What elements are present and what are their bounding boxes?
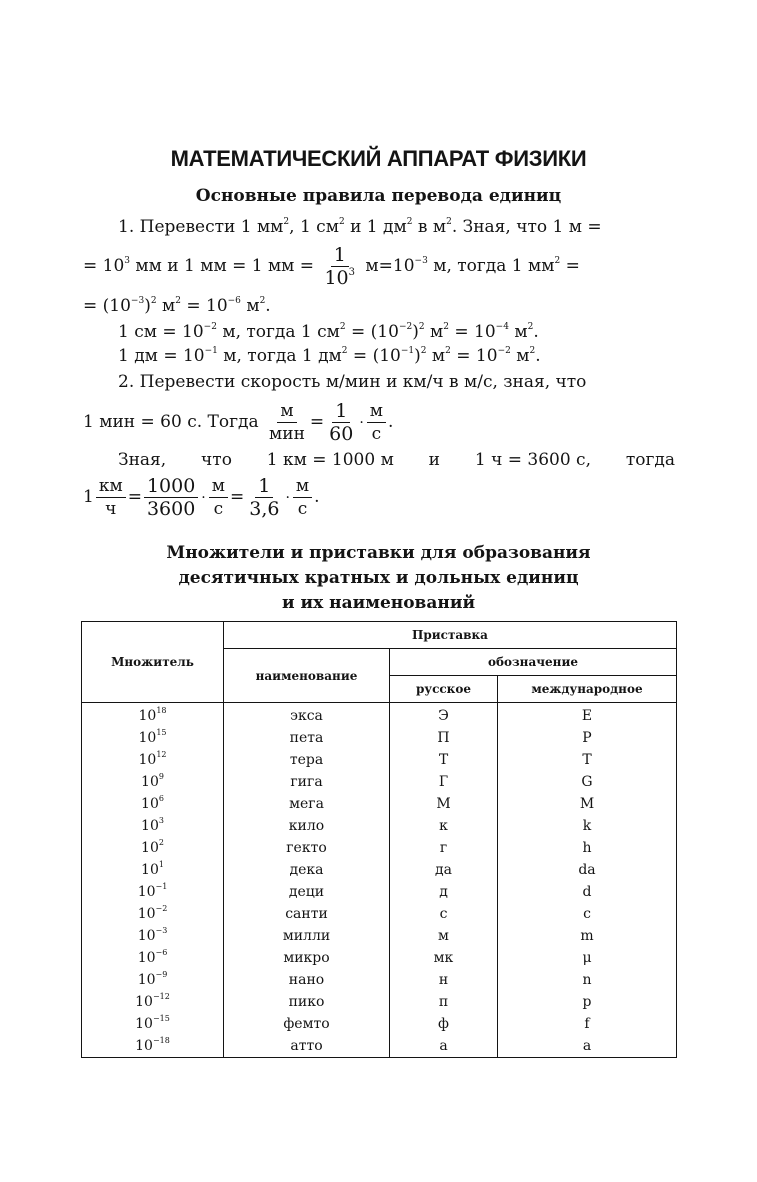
cell-russian: Г	[390, 771, 498, 793]
cell-international: P	[498, 727, 677, 749]
cell-international: a	[498, 1035, 677, 1058]
header-international: международное	[498, 676, 677, 703]
cell-multiplier: $10^{-3}$	[82, 925, 224, 947]
table-row	[82, 771, 677, 793]
section-heading-prefixes-line2: десятичных кратных и дольных единиц	[178, 568, 579, 588]
cell-russian: Т	[390, 749, 498, 771]
cell-russian: с	[390, 903, 498, 925]
fraction-1000-over-3600: $\frac{1000}{3600}$	[144, 475, 198, 520]
cell-international: m	[498, 925, 677, 947]
table-row	[82, 969, 677, 991]
rule1-line3: = $(10^{-3})^2$ $м^2 = 10^{-6}$ $м^2$.	[83, 296, 271, 316]
table-row	[82, 815, 677, 837]
cell-international: da	[498, 859, 677, 881]
table-row	[82, 991, 677, 1013]
cell-russian: Э	[390, 703, 498, 728]
header-russian: русское	[390, 676, 498, 703]
table-row	[82, 881, 677, 903]
cell-russian: г	[390, 837, 498, 859]
cell-name: санти	[224, 903, 390, 925]
fraction-km-per-h: $\frac{км}{ч}$	[96, 475, 126, 520]
rule1-line2: = $10^3$ мм и 1 мм = 1 мм = $\frac{1}{10^3}$ $м=10^{-3}$ м, тогда 1 $мм^2$ =	[83, 244, 580, 289]
cell-russian: а	[390, 1035, 498, 1058]
cell-name: фемто	[224, 1013, 390, 1035]
fraction-m-per-min: $\frac{м}{\text{мин}}$	[269, 401, 305, 444]
fraction-1-over-60: $\frac{1}{60}$	[329, 400, 354, 445]
cell-international: h	[498, 837, 677, 859]
section-heading-prefixes-line3: и их наименований	[281, 593, 476, 613]
prefix-table	[81, 621, 677, 1058]
cell-name: тера	[224, 749, 390, 771]
cell-name: пико	[224, 991, 390, 1013]
table-row	[82, 903, 677, 925]
cell-international: f	[498, 1013, 677, 1035]
cell-name: атто	[224, 1035, 390, 1058]
cell-russian: н	[390, 969, 498, 991]
cell-name: кило	[224, 815, 390, 837]
rule2-line2: 1 мин = 60 с. Тогда $\frac{м}{\text{мин}}$ = $\frac{1}{60}$ · $\frac{м}{с}$ .	[83, 400, 394, 445]
cell-multiplier: $10^{12}$	[82, 749, 224, 771]
table-row	[82, 727, 677, 749]
cell-international: k	[498, 815, 677, 837]
cell-russian: ф	[390, 1013, 498, 1035]
cell-russian: мк	[390, 947, 498, 969]
rule2-line1: 2. Перевести скорость м/мин и км/ч в м/с, зная, что	[118, 372, 587, 392]
table-row	[82, 1035, 677, 1058]
fraction-1-over-10-cubed: $\frac{1}{10^3}$	[324, 244, 356, 289]
rule2-line3: Зная, что 1 км = 1000 м и 1 ч = 3600 с, тогда	[118, 450, 675, 470]
cell-multiplier: $10^3$	[82, 815, 224, 837]
cell-multiplier: $10^{-15}$	[82, 1013, 224, 1035]
cell-name: микро	[224, 947, 390, 969]
cell-international: E	[498, 703, 677, 728]
header-multiplier: Множитель	[82, 622, 224, 703]
cell-name: дека	[224, 859, 390, 881]
cell-international: T	[498, 749, 677, 771]
cell-international: c	[498, 903, 677, 925]
cell-name: мега	[224, 793, 390, 815]
cell-international: G	[498, 771, 677, 793]
cell-name: милли	[224, 925, 390, 947]
cell-multiplier: $10^1$	[82, 859, 224, 881]
section-heading-conversion-rules: Основные правила перевода единиц	[195, 186, 562, 206]
cell-multiplier: $10^{-9}$	[82, 969, 224, 991]
cell-multiplier: $10^{-1}$	[82, 881, 224, 903]
cell-multiplier: $10^{-6}$	[82, 947, 224, 969]
header-symbol: обозначение	[390, 649, 677, 676]
cell-russian: м	[390, 925, 498, 947]
rule1-line4: 1 см = $10^{-2}$ м, тогда 1 $см^2 = (10^{-2})^2$ $м^2 = 10^{-4}$ $м^2$.	[118, 322, 539, 342]
cell-multiplier: $10^2$	[82, 837, 224, 859]
cell-name: деци	[224, 881, 390, 903]
fraction-1-over-3-6: $\frac{1}{3,6}$	[249, 475, 280, 520]
cell-international: d	[498, 881, 677, 903]
cell-russian: д	[390, 881, 498, 903]
table-row	[82, 859, 677, 881]
rule1-line1	[118, 217, 675, 237]
cell-name: нано	[224, 969, 390, 991]
table-row	[82, 793, 677, 815]
cell-international: μ	[498, 947, 677, 969]
fraction-m-per-s-a: $\frac{м}{с}$	[209, 475, 228, 520]
cell-multiplier: $10^9$	[82, 771, 224, 793]
cell-international: p	[498, 991, 677, 1013]
cell-name: гекто	[224, 837, 390, 859]
cell-name: пета	[224, 727, 390, 749]
cell-russian: П	[390, 727, 498, 749]
rule1-line1-text: 1. Перевести 1 $мм^2$, 1 $см^2$ и 1 $дм^2$ в $м^2$. Зная, что 1 м =	[118, 217, 602, 237]
table-row	[82, 837, 677, 859]
table-row	[82, 925, 677, 947]
fraction-m-per-s: $\frac{м}{с}$	[367, 400, 386, 445]
page-title: МАТЕМАТИЧЕСКИЙ АППАРАТ ФИЗИКИ	[170, 146, 587, 171]
cell-name: гига	[224, 771, 390, 793]
cell-multiplier: $10^{-18}$	[82, 1035, 224, 1058]
cell-multiplier: $10^6$	[82, 793, 224, 815]
table-row	[82, 749, 677, 771]
cell-russian: М	[390, 793, 498, 815]
section-heading-prefixes-line1: Множители и приставки для образования	[166, 543, 591, 563]
cell-russian: п	[390, 991, 498, 1013]
fraction-m-per-s-b: $\frac{м}{с}$	[293, 475, 312, 520]
cell-multiplier: $10^{15}$	[82, 727, 224, 749]
rule2-line4: 1 $\frac{км}{ч}$ = $\frac{1000}{3600}$ · $\frac{м}{с}$ = $\frac{1}{3,6}$ · $\frac{м}{с}$ .	[83, 475, 320, 520]
table-row	[82, 1013, 677, 1035]
cell-international: M	[498, 793, 677, 815]
rule1-line5: 1 дм = $10^{-1}$ м, тогда 1 $дм^2 = (10^{-1})^2$ $м^2 = 10^{-2}$ $м^2$.	[118, 346, 541, 366]
table-row	[82, 703, 677, 728]
cell-multiplier: $10^{-2}$	[82, 903, 224, 925]
cell-name: экса	[224, 703, 390, 728]
cell-international: n	[498, 969, 677, 991]
cell-multiplier: $10^{-12}$	[82, 991, 224, 1013]
header-prefix: Приставка	[224, 622, 677, 649]
table-row	[82, 947, 677, 969]
header-name: наименование	[224, 649, 390, 703]
cell-russian: к	[390, 815, 498, 837]
cell-multiplier: $10^{18}$	[82, 703, 224, 728]
cell-russian: да	[390, 859, 498, 881]
